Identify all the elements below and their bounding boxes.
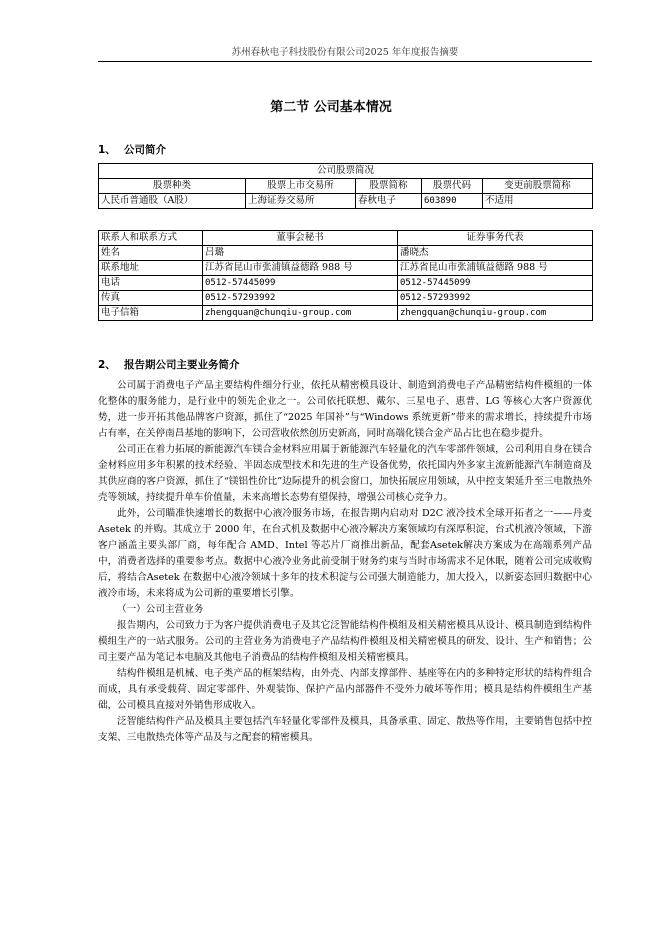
table-caption: 公司股票简况	[99, 164, 593, 179]
table-cell: zhengquan@chunqiu-group.com	[398, 306, 593, 321]
table-header: 董事会秘书	[203, 231, 398, 246]
table-header: 股票简称	[356, 179, 422, 194]
heading-text: 报告期公司主要业务简介	[124, 359, 240, 371]
table-cell: 人民币普通股（A股）	[99, 194, 246, 209]
table-cell: 联系地址	[99, 261, 203, 276]
table-cell: 上海证券交易所	[246, 194, 356, 209]
paragraph: 泛智能结构件产品及模具主要包括汽车轻量化零部件及模具，具备承重、固定、散热等作用，主要销售包括中控支架、三电散热壳体等产品及与之配套的精密模具。	[98, 716, 592, 743]
table-cell: 不适用	[483, 194, 593, 209]
paragraph: 公司正在着力拓展的新能源汽车镁合金材料应用属于新能源汽车轻量化的汽车零部件领域，公司利用自身在镁合金材料应用多年积累的技术经验、半固态成型技术和先进的生产设备优势，依托国内外多家主流新能源汽车制造商及其供应商的客户资源，抓住了“镁铝性价比”边际提升的机会窗口，加快拓展应用领域，从中控支架延升至三电散热外壳等领域，持续提升单车价值量，未来高增长态势有望保持，增强公司核心竞争力。	[98, 444, 592, 503]
table-cell: 603890	[422, 194, 483, 209]
table-row	[99, 246, 593, 261]
table-row	[99, 261, 593, 276]
section-title: 第二节 公司基本情况	[270, 100, 392, 115]
table-cell: 电话	[99, 276, 203, 291]
table-header: 证券事务代表	[398, 231, 593, 246]
table-cell: 电子信箱	[99, 306, 203, 321]
table-row	[99, 194, 593, 209]
table-row	[99, 276, 593, 291]
table-cell: 姓名	[99, 246, 203, 261]
heading-business-overview	[98, 357, 240, 372]
heading-number: 2、	[98, 359, 116, 371]
table-header: 联系人和联系方式	[99, 231, 203, 246]
table-cell: 江苏省昆山市张浦镇益德路 988 号	[203, 261, 398, 276]
paragraph: 报告期内，公司致力于为客户提供消费电子及其它泛智能结构件模组及相关精密模具从设计、模具制造到结构件模组生产的一站式服务。公司的主营业务为消费电子产品结构件模组及相关精密模具的研发、设计、生产和销售；公司主要产品为笔记本电脑及其他电子消费品的结构件模组及相关精密模具。	[98, 620, 592, 663]
table-cell: 吕璐	[203, 246, 398, 261]
table-cell: zhengquan@chunqiu-group.com	[203, 306, 398, 321]
table-row	[99, 306, 593, 321]
table-header: 股票上市交易所	[246, 179, 356, 194]
header-rule	[98, 61, 592, 62]
stock-info-table	[98, 163, 593, 209]
table-cell: 0512-57445099	[203, 276, 398, 291]
heading-number: 1、	[98, 144, 116, 156]
paragraph: 公司属于消费电子产品主要结构件细分行业，依托从精密模具设计、制造到消费电子产品精密结构件模组的一体化整体的服务能力，是行业中的领先企业之一。公司依托联想、戴尔、三星电子、惠普、LG 等核心大客户资源优势，进一步开拓其他品牌客户资源，抓住了“2025 年国补”与“Windows 系统更新”带来的需求增长，持续提升市场占有率，在关停南昌基地的影响下，公司营收依然创历史新高，同时高端化镁合金产品占比也在稳步提升。	[98, 380, 592, 439]
table-header: 股票代码	[422, 179, 483, 194]
table-cell: 0512-57293992	[398, 291, 593, 306]
page-header: 苏州春秋电子科技股份有限公司2025 年年度报告摘要	[231, 47, 459, 58]
table-cell: 0512-57445099	[398, 276, 593, 291]
heading-text: 公司简介	[124, 144, 166, 156]
table-cell: 春秋电子	[356, 194, 422, 209]
paragraph: 结构件模组是机械、电子类产品的框架结构，由外壳、内部支撑部件、基座等在内的多种特定形状的结构件组合而成，具有承受载荷、固定零部件、外观装饰、保护产品内部器件不受外力破坏等作用；模具是结构件模组生产基础，公司模具直接对外销售形成收入。	[98, 668, 592, 711]
table-header: 股票种类	[99, 179, 246, 194]
heading-company-profile	[98, 142, 166, 157]
paragraph: 此外，公司瞄准快速增长的数据中心液冷服务市场，在报告期内启动对 D2C 液冷技术全球开拓者之一——丹麦 Asetek 的并购。其成立于 2000 年，在台式机及数据中心液冷解决方案领域均有深厚积淀，台式机液冷领域，下游客户涵盖主要头部厂商，每年配合 AMD、Intel 等芯片厂商推出新品，配套Asetek解决方案成为在高端系列产品中，消费者选择的重要参考点。数据中心液冷业务此前受制于财务约束与当时市场需求不足休眠，随着公司完成收购后，将结合Asetek 在数据中心液冷领域十多年的技术积淀与公司强大制造能力，加大投入，以新姿态回归数据中心液冷市场，未来将成为公司新的重要增长引擎。	[98, 508, 592, 599]
contact-table	[98, 230, 593, 321]
table-cell: 传真	[99, 291, 203, 306]
subheading-main-business: （一）公司主营业务	[117, 604, 204, 615]
table-cell: 江苏省昆山市张浦镇益德路 988 号	[398, 261, 593, 276]
body-text	[98, 378, 592, 746]
table-row	[99, 291, 593, 306]
table-header: 变更前股票简称	[483, 179, 593, 194]
table-cell: 0512-57293992	[203, 291, 398, 306]
table-cell: 潘晓杰	[398, 246, 593, 261]
